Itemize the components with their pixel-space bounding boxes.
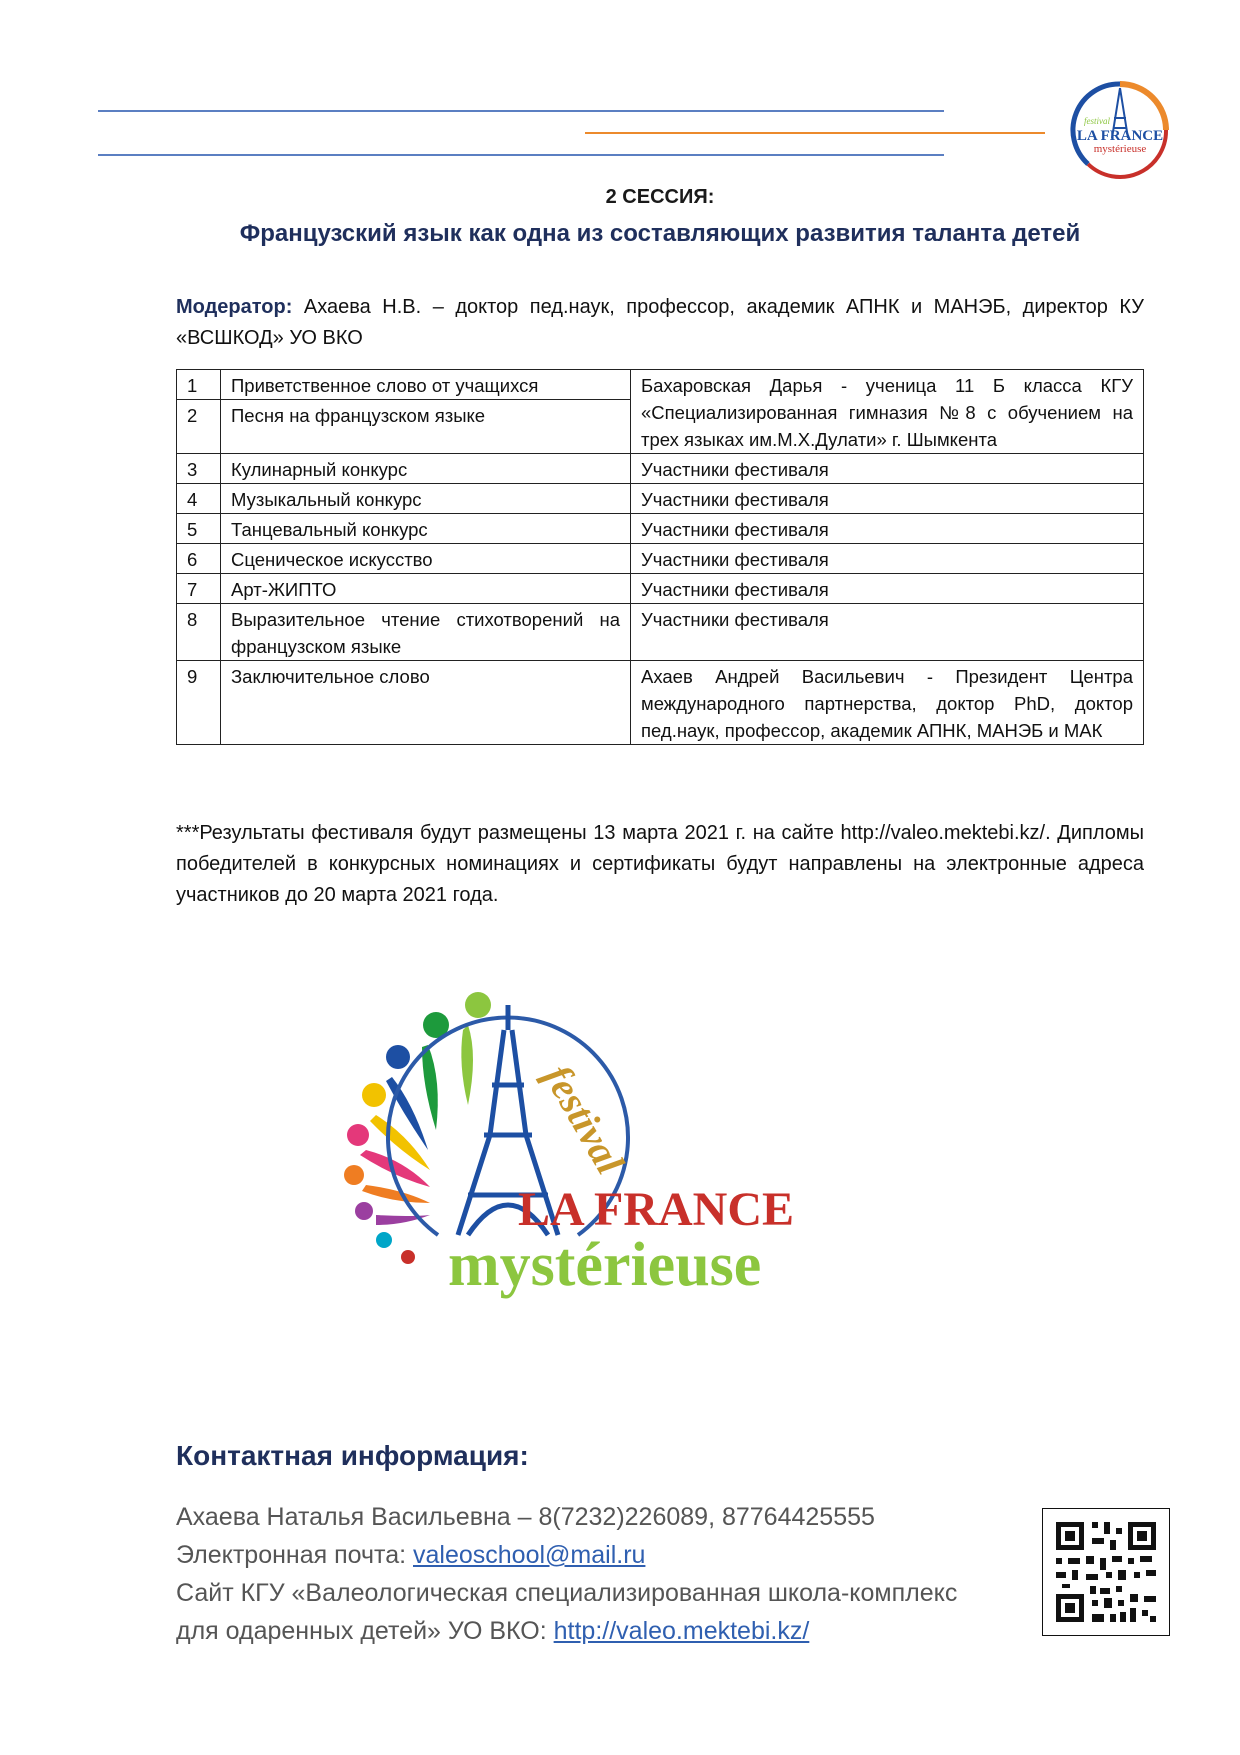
row-item: Заключительное слово [221, 661, 631, 745]
row-participant: Участники фестиваля [631, 604, 1144, 661]
moderator-label: Модератор: [176, 296, 293, 318]
qr-code-icon [1042, 1508, 1170, 1636]
header-rule-bottom [98, 154, 944, 156]
row-item: Музыкальный конкурс [221, 484, 631, 514]
row-item: Сценическое искусство [221, 544, 631, 574]
row-item: Кулинарный конкурс [221, 454, 631, 484]
contact-email-line [176, 1536, 957, 1574]
row-number: 6 [177, 544, 221, 574]
site-link[interactable]: http://valeo.mektebi.kz/ [553, 1617, 810, 1645]
contact-site-label-1: Сайт КГУ «Валеологическая специализированная школа-комплекс [176, 1579, 958, 1607]
logo-festival-text: festival [535, 1057, 634, 1182]
email-link[interactable]: valeoschool@mail.ru [413, 1541, 646, 1569]
row-participant: Участники фестиваля [631, 574, 1144, 604]
row-item: Приветственное слово от учащихся [221, 370, 631, 400]
table-row [177, 544, 1144, 574]
table-row [177, 370, 1144, 400]
row-item: Танцевальный конкурс [221, 514, 631, 544]
figures-fan [344, 992, 491, 1264]
results-note: ***Результаты фестиваля будут размещены 13 марта 2021 г. на сайте http://valeo.mektebi.kz/. Дипломы победителей в конкурсных номинациях и сертификаты будут направлены на электронные адреса участников до 20 марта 2021 года. [176, 822, 1144, 906]
moderator-paragraph [176, 292, 1144, 354]
contact-site-line [176, 1612, 957, 1650]
row-number: 2 [177, 400, 221, 454]
row-number: 1 [177, 370, 221, 400]
program-table [176, 369, 1144, 745]
table-row [177, 661, 1144, 745]
row-item: Песня на французском языке [221, 400, 631, 454]
header-rule-orange [585, 132, 1045, 134]
table-row [177, 484, 1144, 514]
header-festival-logo [1068, 78, 1172, 182]
row-number: 4 [177, 484, 221, 514]
header-logo-mysterieuse: mystérieuse [1093, 143, 1147, 155]
session-title: Французский язык как одна из составляющих развития таланта детей [239, 220, 1081, 247]
logo-la-france-text: LA FRANCE [518, 1183, 795, 1236]
session-number: 2 СЕССИЯ: [605, 186, 715, 208]
festival-logo [318, 985, 858, 1315]
table-row [177, 604, 1144, 661]
row-number: 9 [177, 661, 221, 745]
moderator-text: Ахаева Н.В. – доктор пед.наук, профессор, академик АПНК и МАНЭБ, директор КУ «ВСШКОД» УО ВКО [176, 296, 1144, 349]
email-label: Электронная почта: [176, 1541, 413, 1569]
row-participant: Участники фестиваля [631, 484, 1144, 514]
row-number: 3 [177, 454, 221, 484]
table-row [177, 574, 1144, 604]
row-number: 8 [177, 604, 221, 661]
site-label-2: для одаренных детей» УО ВКО: [176, 1617, 554, 1645]
contact-info [176, 1498, 957, 1650]
table-row [177, 454, 1144, 484]
contact-title: Контактная информация: [176, 1440, 529, 1471]
header-logo-la-france: LA FRANCE [1076, 128, 1164, 144]
row-item: Арт-ЖИПТО [221, 574, 631, 604]
logo-mysterieuse-text: mystérieuse [448, 1231, 762, 1299]
row-participant: Участники фестиваля [631, 454, 1144, 484]
row-item: Выразительное чтение стихотворений на французском языке [221, 604, 631, 661]
row-participant: Участники фестиваля [631, 514, 1144, 544]
header-logo-festival: festival [1084, 116, 1110, 126]
row-number: 7 [177, 574, 221, 604]
row-participant: Участники фестиваля [631, 544, 1144, 574]
header-rule-top [98, 110, 944, 112]
row-number: 5 [177, 514, 221, 544]
row-participant: Ахаев Андрей Васильевич - Президент Центра международного партнерства, доктор PhD, доктор пед.наук, профессор, академик АПНК, МАНЭБ и МАК [631, 661, 1144, 745]
table-row [177, 514, 1144, 544]
row-participant-merged: Бахаровская Дарья - ученица 11 Б класса КГУ «Специализированная гимназия №8 с обучением на трех языках им.М.Х.Дулати» г. Шымкента [631, 370, 1144, 454]
contact-phone-line: Ахаева Наталья Васильевна – 8(7232)226089, 87764425555 [176, 1503, 875, 1531]
